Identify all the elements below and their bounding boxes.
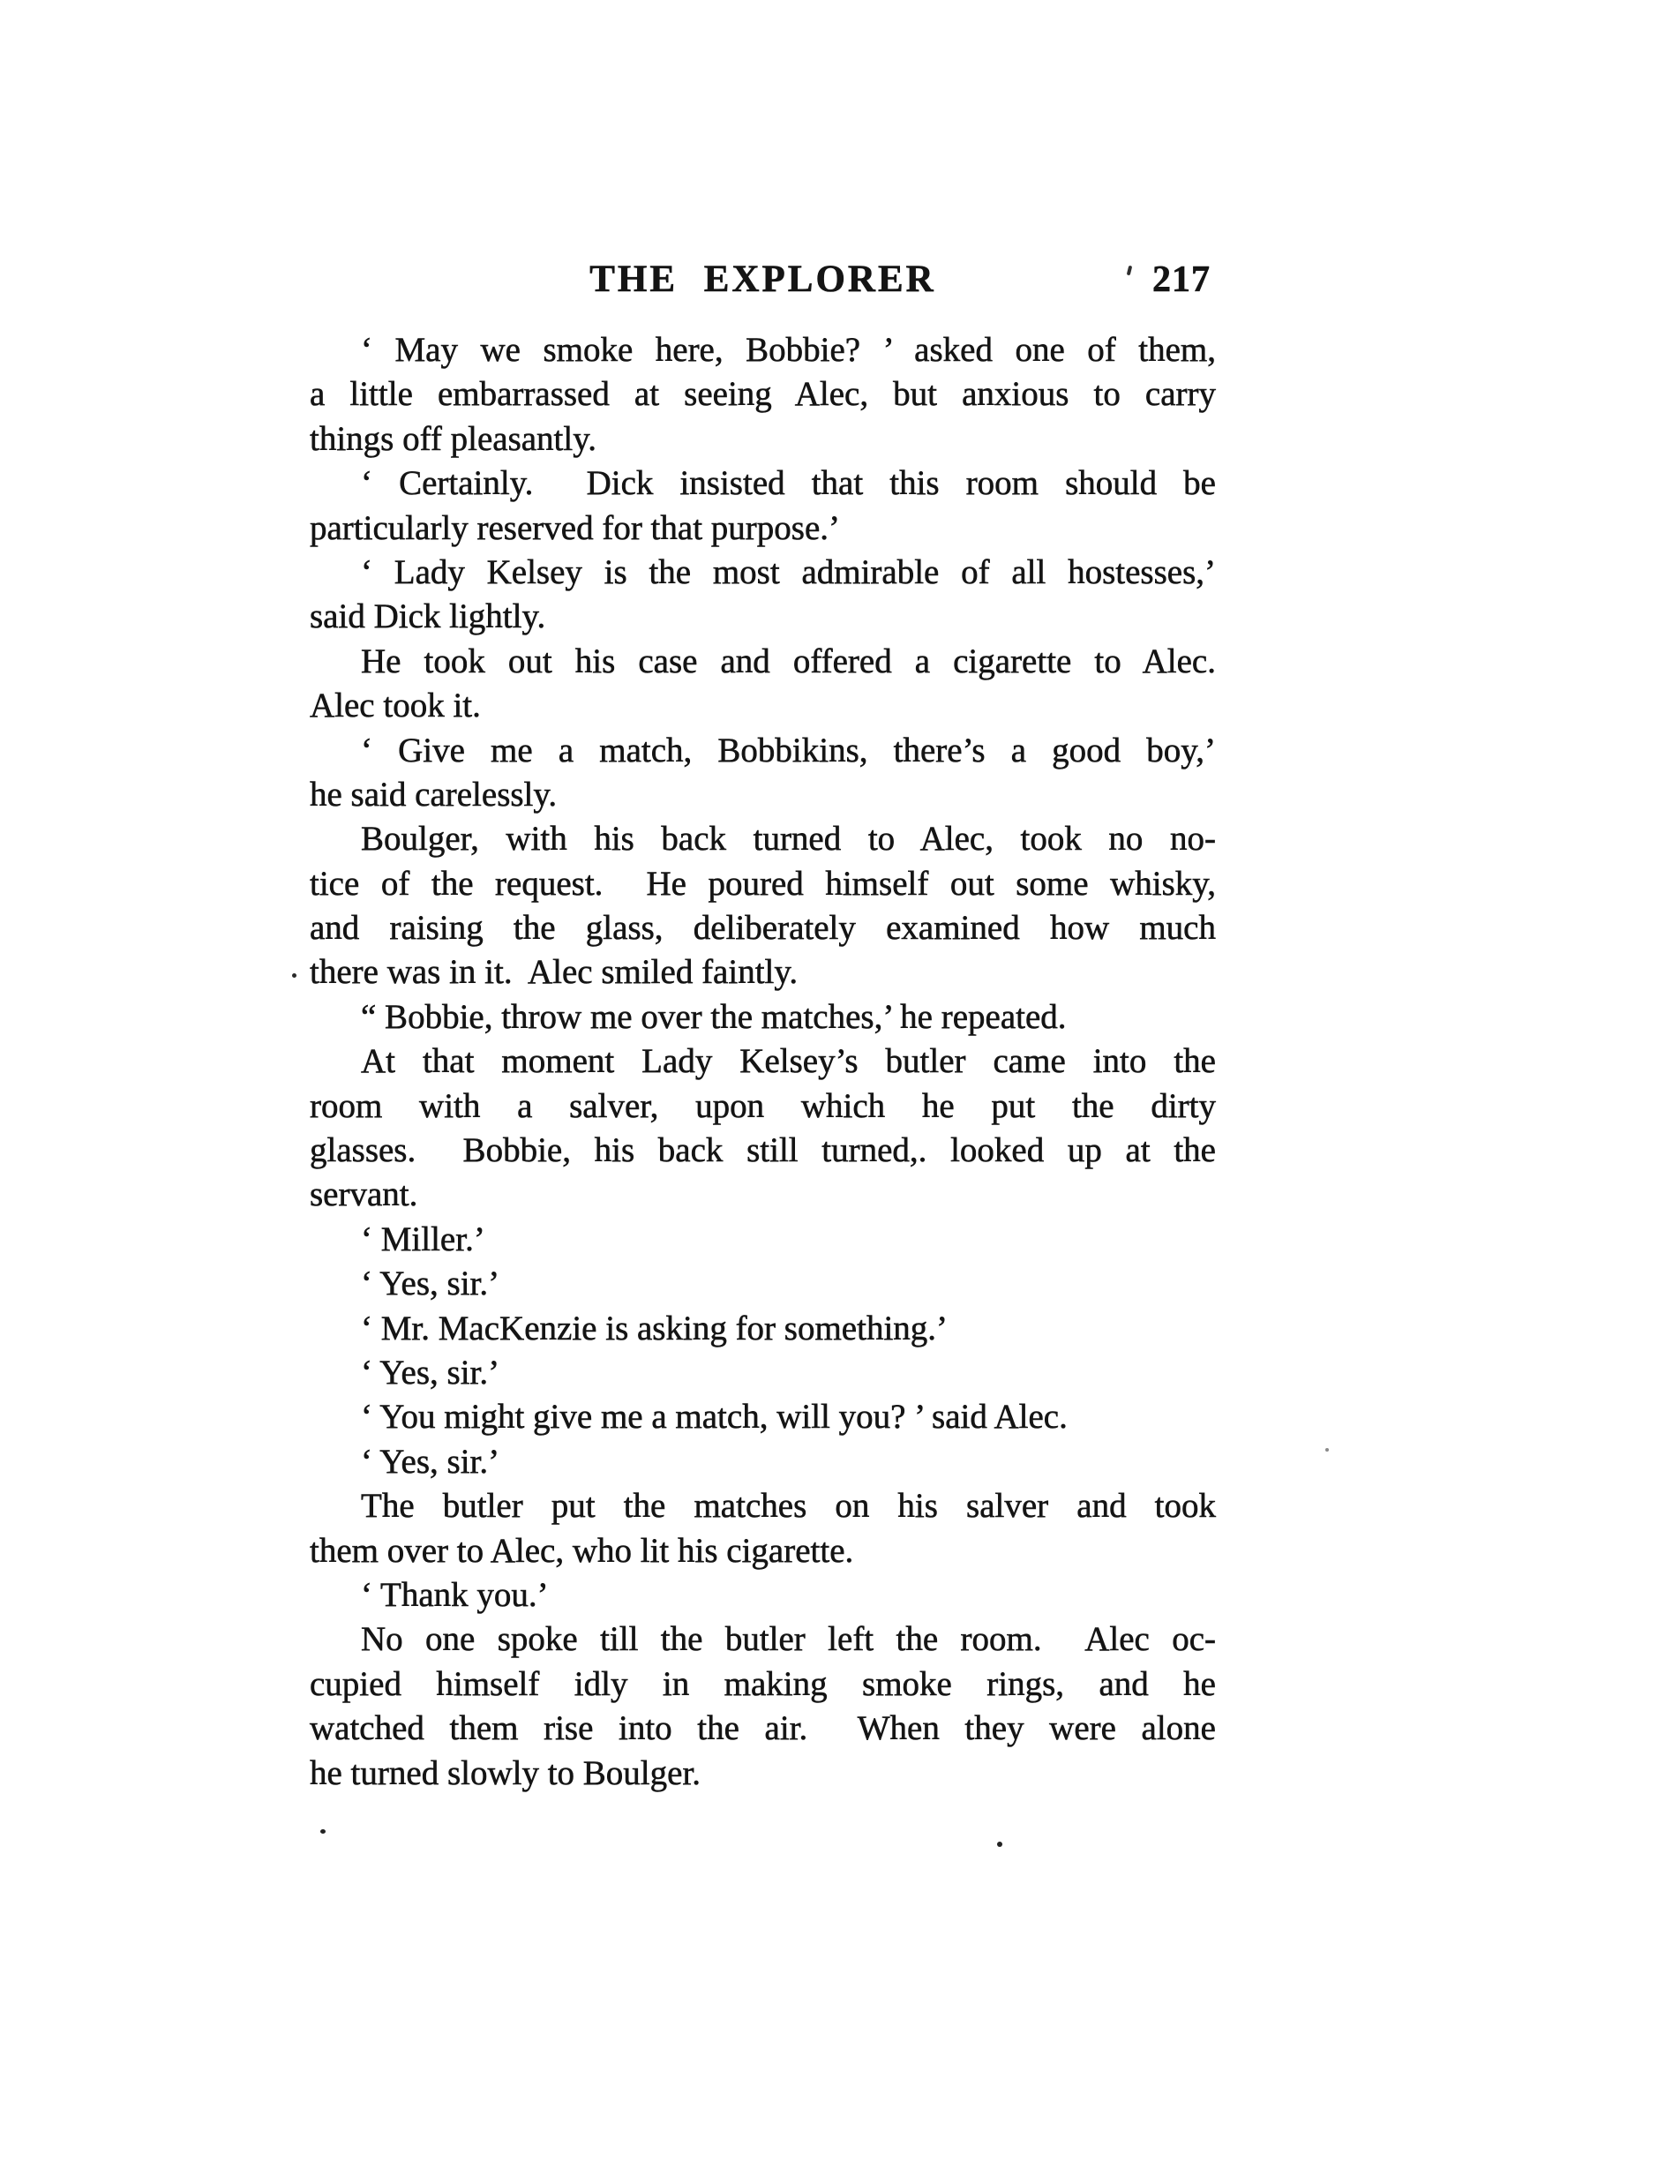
text-line: At that moment Lady Kelsey’s butler came into the [361, 1042, 1216, 1081]
text-line: ‘ Thank you.’ [361, 1575, 549, 1614]
text-line: said Dick lightly. [310, 597, 546, 636]
text-line: ‘ Mr. MacKenzie is asking for something.’ [361, 1309, 949, 1347]
ink-speck [292, 973, 296, 978]
text-line: ‘ Yes, sir.’ [361, 1353, 500, 1392]
text-line: a little embarrassed at seeing Alec, but anxious to carry [310, 375, 1216, 414]
text-line: ‘ Miller.’ [361, 1220, 485, 1258]
text-line: there was in it. Alec smiled faintly. [310, 953, 799, 992]
ink-speck [997, 1842, 1002, 1847]
text-line: them over to Alec, who lit his cigarette. [310, 1531, 854, 1570]
text-line: ‘ Lady Kelsey is the most admirable of all hostesses,’ [361, 552, 1216, 591]
text-line: cupied himself idly in making smoke rings, and he [310, 1664, 1216, 1703]
page-header-title: THE EXPLORER [589, 259, 936, 300]
page-number: 217 [1152, 259, 1211, 300]
text-line: and raising the glass, deliberately examined how much [310, 909, 1216, 948]
text-line: ‘ You might give me a match, will you? ’ said Alec. [361, 1398, 1068, 1437]
text-line: The butler put the matches on his salver and took [361, 1487, 1216, 1526]
text-line: ‘ Yes, sir.’ [361, 1442, 500, 1481]
ink-speck [1325, 1448, 1329, 1452]
text-line: servant. [310, 1175, 418, 1214]
text-line: he said carelessly. [310, 775, 558, 814]
text-line: ‘ Certainly. Dick insisted that this room should be [361, 464, 1216, 503]
text-line: ‘ Yes, sir.’ [361, 1265, 500, 1303]
text-line: particularly reserved for that purpose.’ [310, 508, 840, 547]
text-line: ‘ Give me a match, Bobbikins, there’s a good boy,’ [361, 731, 1216, 769]
text-line: things off pleasantly. [310, 419, 596, 458]
text-line: No one spoke till the butler left the room. Alec oc- [361, 1620, 1216, 1659]
page-header [310, 258, 1216, 304]
text-line: “ Bobbie, throw me over the matches,’ he repeated. [361, 997, 1067, 1036]
text-line: room with a salver, upon which he put the dirty [310, 1086, 1216, 1125]
text-line: ‘ May we smoke here, Bobbie? ’ asked one of them, [361, 331, 1216, 369]
text-line: watched them rise into the air. When they were alone [310, 1709, 1216, 1748]
ink-speck [320, 1829, 326, 1834]
text-line: He took out his case and offered a cigarette to Alec. [361, 642, 1216, 680]
text-line: he turned slowly to Boulger. [310, 1753, 701, 1792]
text-line: glasses. Bobbie, his back still turned,. looked up at the [310, 1131, 1216, 1170]
text-block [310, 328, 1216, 1796]
text-line: Boulger, with his back turned to Alec, took no no- [361, 820, 1216, 859]
text-line: Alec took it. [310, 687, 481, 725]
text-line: tice of the request. He poured himself out some whisky, [310, 864, 1216, 903]
